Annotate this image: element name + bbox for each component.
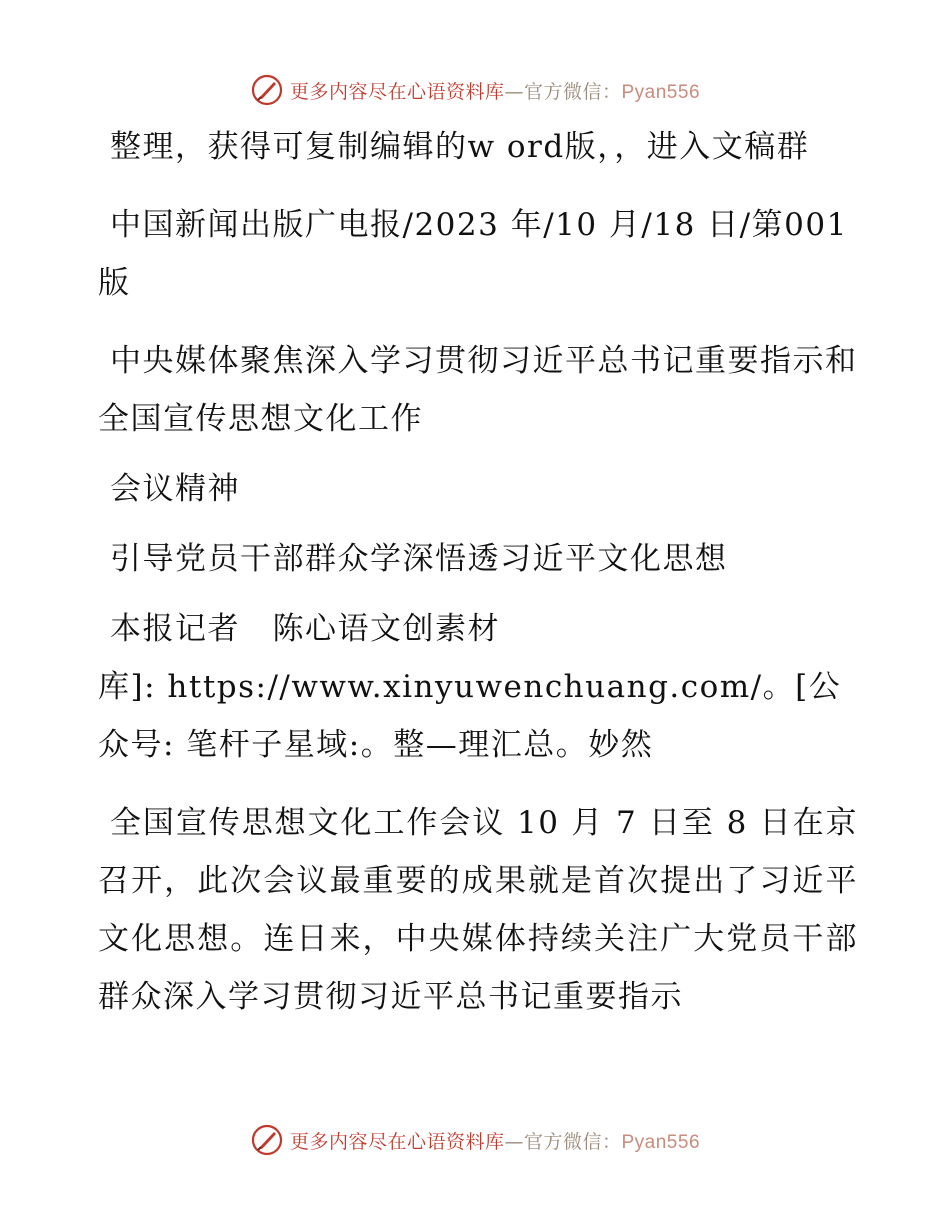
banner-text xyxy=(290,1127,700,1154)
banner-site-name: 更多内容尽在心语资料库 xyxy=(289,1130,505,1153)
document-body xyxy=(98,118,858,1026)
paragraph-2: 中国新闻出版广电报/2023 年/10 月/18 日/第001 版 xyxy=(98,207,860,301)
paragraph-1: 整理，获得可复制编辑的w ord版，，进入文稿群 xyxy=(110,129,810,165)
header-banner xyxy=(0,70,950,110)
banner-wechat-id: Pyan556 xyxy=(621,1131,701,1153)
paragraph-6: 本报记者 陈心语文创素材 xyxy=(110,611,500,647)
paragraph-4: 会议精神 xyxy=(110,471,240,507)
banner-dash: — xyxy=(504,1130,524,1153)
paragraph-3: 中央媒体聚焦深入学习贯彻习近平总书记重要指示和全国宣传思想文化工作 xyxy=(98,343,858,437)
banner-wechat-label: 官方微信： xyxy=(523,1130,622,1153)
banner-dash: — xyxy=(504,80,524,103)
quill-logo-icon xyxy=(250,73,284,107)
footer-banner xyxy=(0,1120,950,1160)
banner-wechat-id: Pyan556 xyxy=(621,81,701,103)
paragraph-8: 全国宣传思想文化工作会议 10 月 7 日至 8 日在京召开，此次会议最重要的成果就是首次提出了习近平文化思想。连日来，中央媒体持续关注广大党员干部群众深入学习贯彻习近平总书记重要指示 xyxy=(98,805,858,1015)
banner-site-name: 更多内容尽在心语资料库 xyxy=(289,80,505,103)
banner-wechat-label: 官方微信： xyxy=(523,80,622,103)
quill-logo-icon xyxy=(250,1123,284,1157)
paragraph-5: 引导党员干部群众学深悟透习近平文化思想 xyxy=(110,541,728,577)
banner-text xyxy=(290,77,700,104)
paragraph-7: 库]: https://www.xinyuwenchuang.com/。[公众号: 笔杆子星域:。整—理汇总。妙然 xyxy=(98,669,842,763)
